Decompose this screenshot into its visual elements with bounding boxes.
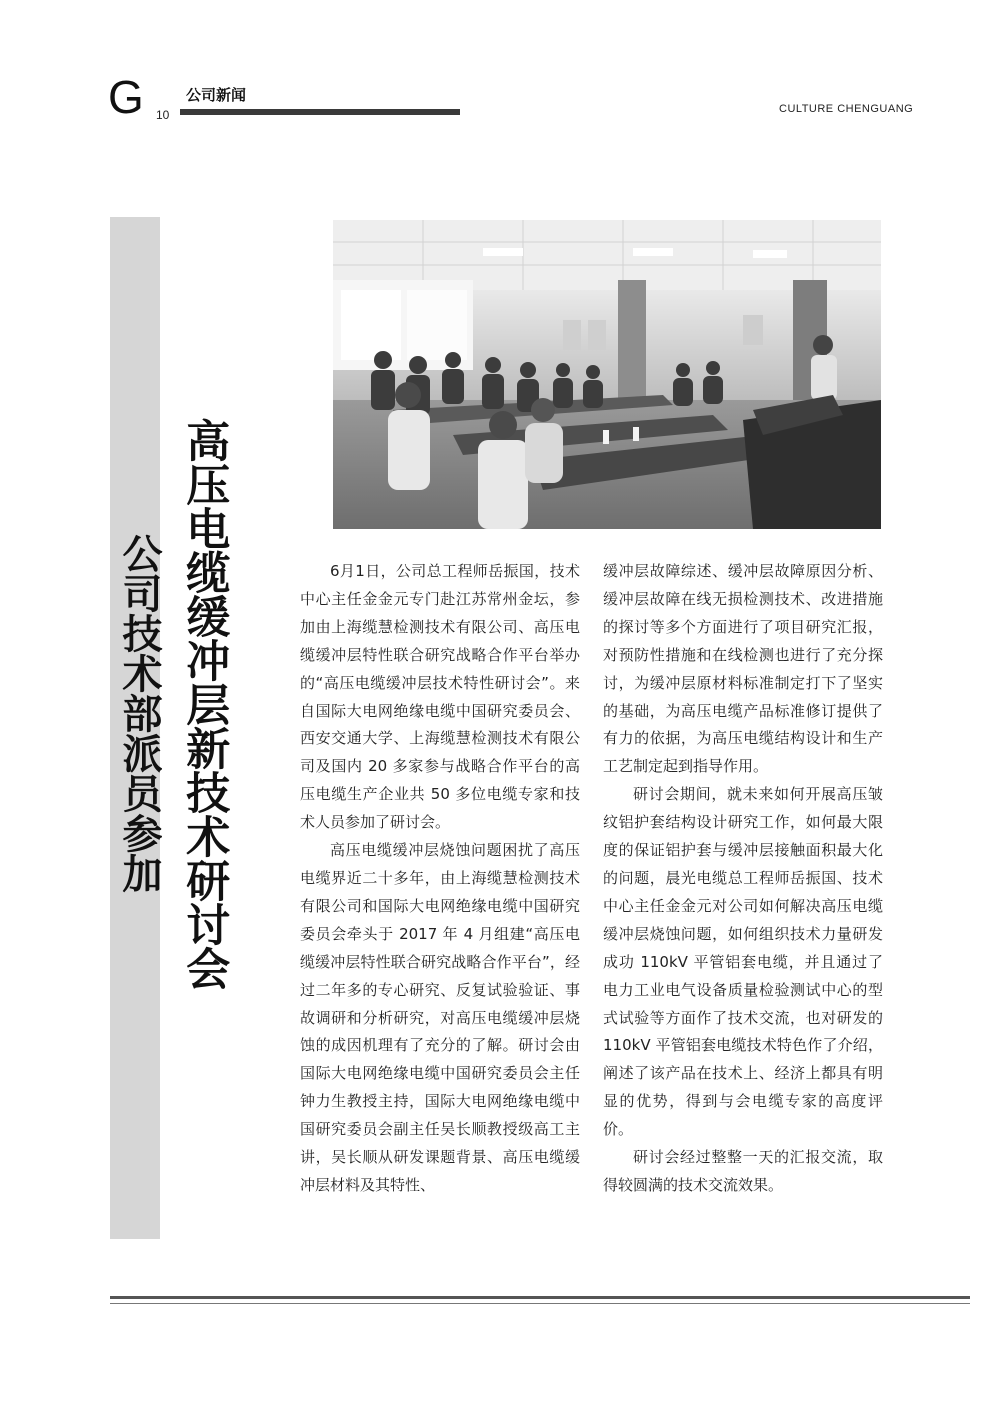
article-paragraph: 研讨会期间，就未来如何开展高压皱纹铝护套结构设计研究工作，如何最大限度的保证铝护套与缓冲层接触面积最大化的问题，晨光电缆总工程师岳振国、技术中心主任金金元对公司如何解决高压电缆缓冲层烧蚀问题，如何组织技术力量研发成功 110kV 平管铝套电缆，并且通过了电力工业电气设备质量检验测试中心的型式试验等方面作了技术交流，也对研发的 110kV 平管铝套电缆技术特色作了介绍，阐述了该产品在技术上、经济上都具有明显的优势，得到与会电缆专家的高度评价。 (603, 785, 883, 1139)
article-paragraph: 研讨会经过整整一天的汇报交流，取得较圆满的技术交流效果。 (603, 1148, 883, 1194)
article-paragraph: 缓冲层故障综述、缓冲层故障原因分析、缓冲层故障在线无损检测技术、改进措施的探讨等多个方面进行了项目研究汇报，对预防性措施和在线检测也进行了充分探讨，为缓冲层原材料标准制定打下了坚实的基础，为高压电缆产品标准修订提供了有力的依据，为高压电缆结构设计和生产工艺制定起到指导作用。 (603, 562, 883, 776)
article-paragraph: 6月1日，公司总工程师岳振国，技术中心主任金金元专门赴江苏常州金坛，参加由上海缆慧检测技术有限公司、高压电缆缓冲层特性联合研究战略合作平台举办的“高压电缆缓冲层技术特性研讨会”。来自国际大电网绝缘电缆中国研究委员会、西安交通大学、上海缆慧检测技术有限公司及国内 20 多家参与战略合作平台的高压电缆生产企业共 50 多位电缆专家和技术人员参加了研讨会。 (300, 562, 580, 832)
article-paragraph: 高压电缆缓冲层烧蚀问题困扰了高压电缆界近二十多年，由上海缆慧检测技术有限公司和国际大电网绝缘电缆中国研究委员会牵头于 2017 年 4 月组建“高压电缆缓冲层特性联合研究战略合作平台”，经过二年多的专心研究、反复试验验证、事故调研和分析研究，对高压电缆缓冲层烧蚀的成因机理有了充分的了解。研讨会由国际大电网绝缘电缆中国研究委员会主任钟力生教授主持，国际大电网绝缘电缆中国研究委员会副主任吴长顺教授级高工主讲，吴长顺从研发课题背景、高压电缆缓冲层材料及其特性、 (300, 841, 580, 1194)
article-column-right (603, 558, 883, 1200)
footer-rule-thin (110, 1303, 970, 1304)
footer-rule-thick (110, 1296, 970, 1299)
article-subtitle: 公司技术部派员参加 (116, 533, 163, 893)
page-number: 10 (156, 108, 170, 122)
magazine-name: CULTURE CHENGUANG (779, 103, 914, 115)
article-title: 高压电缆缓冲层新技术研讨会 (178, 418, 230, 990)
article-column-left (300, 558, 580, 1200)
seminar-photo (333, 220, 881, 529)
section-letter: G (108, 71, 144, 123)
header-rule (180, 109, 460, 115)
section-title: 公司新闻 (186, 86, 247, 104)
